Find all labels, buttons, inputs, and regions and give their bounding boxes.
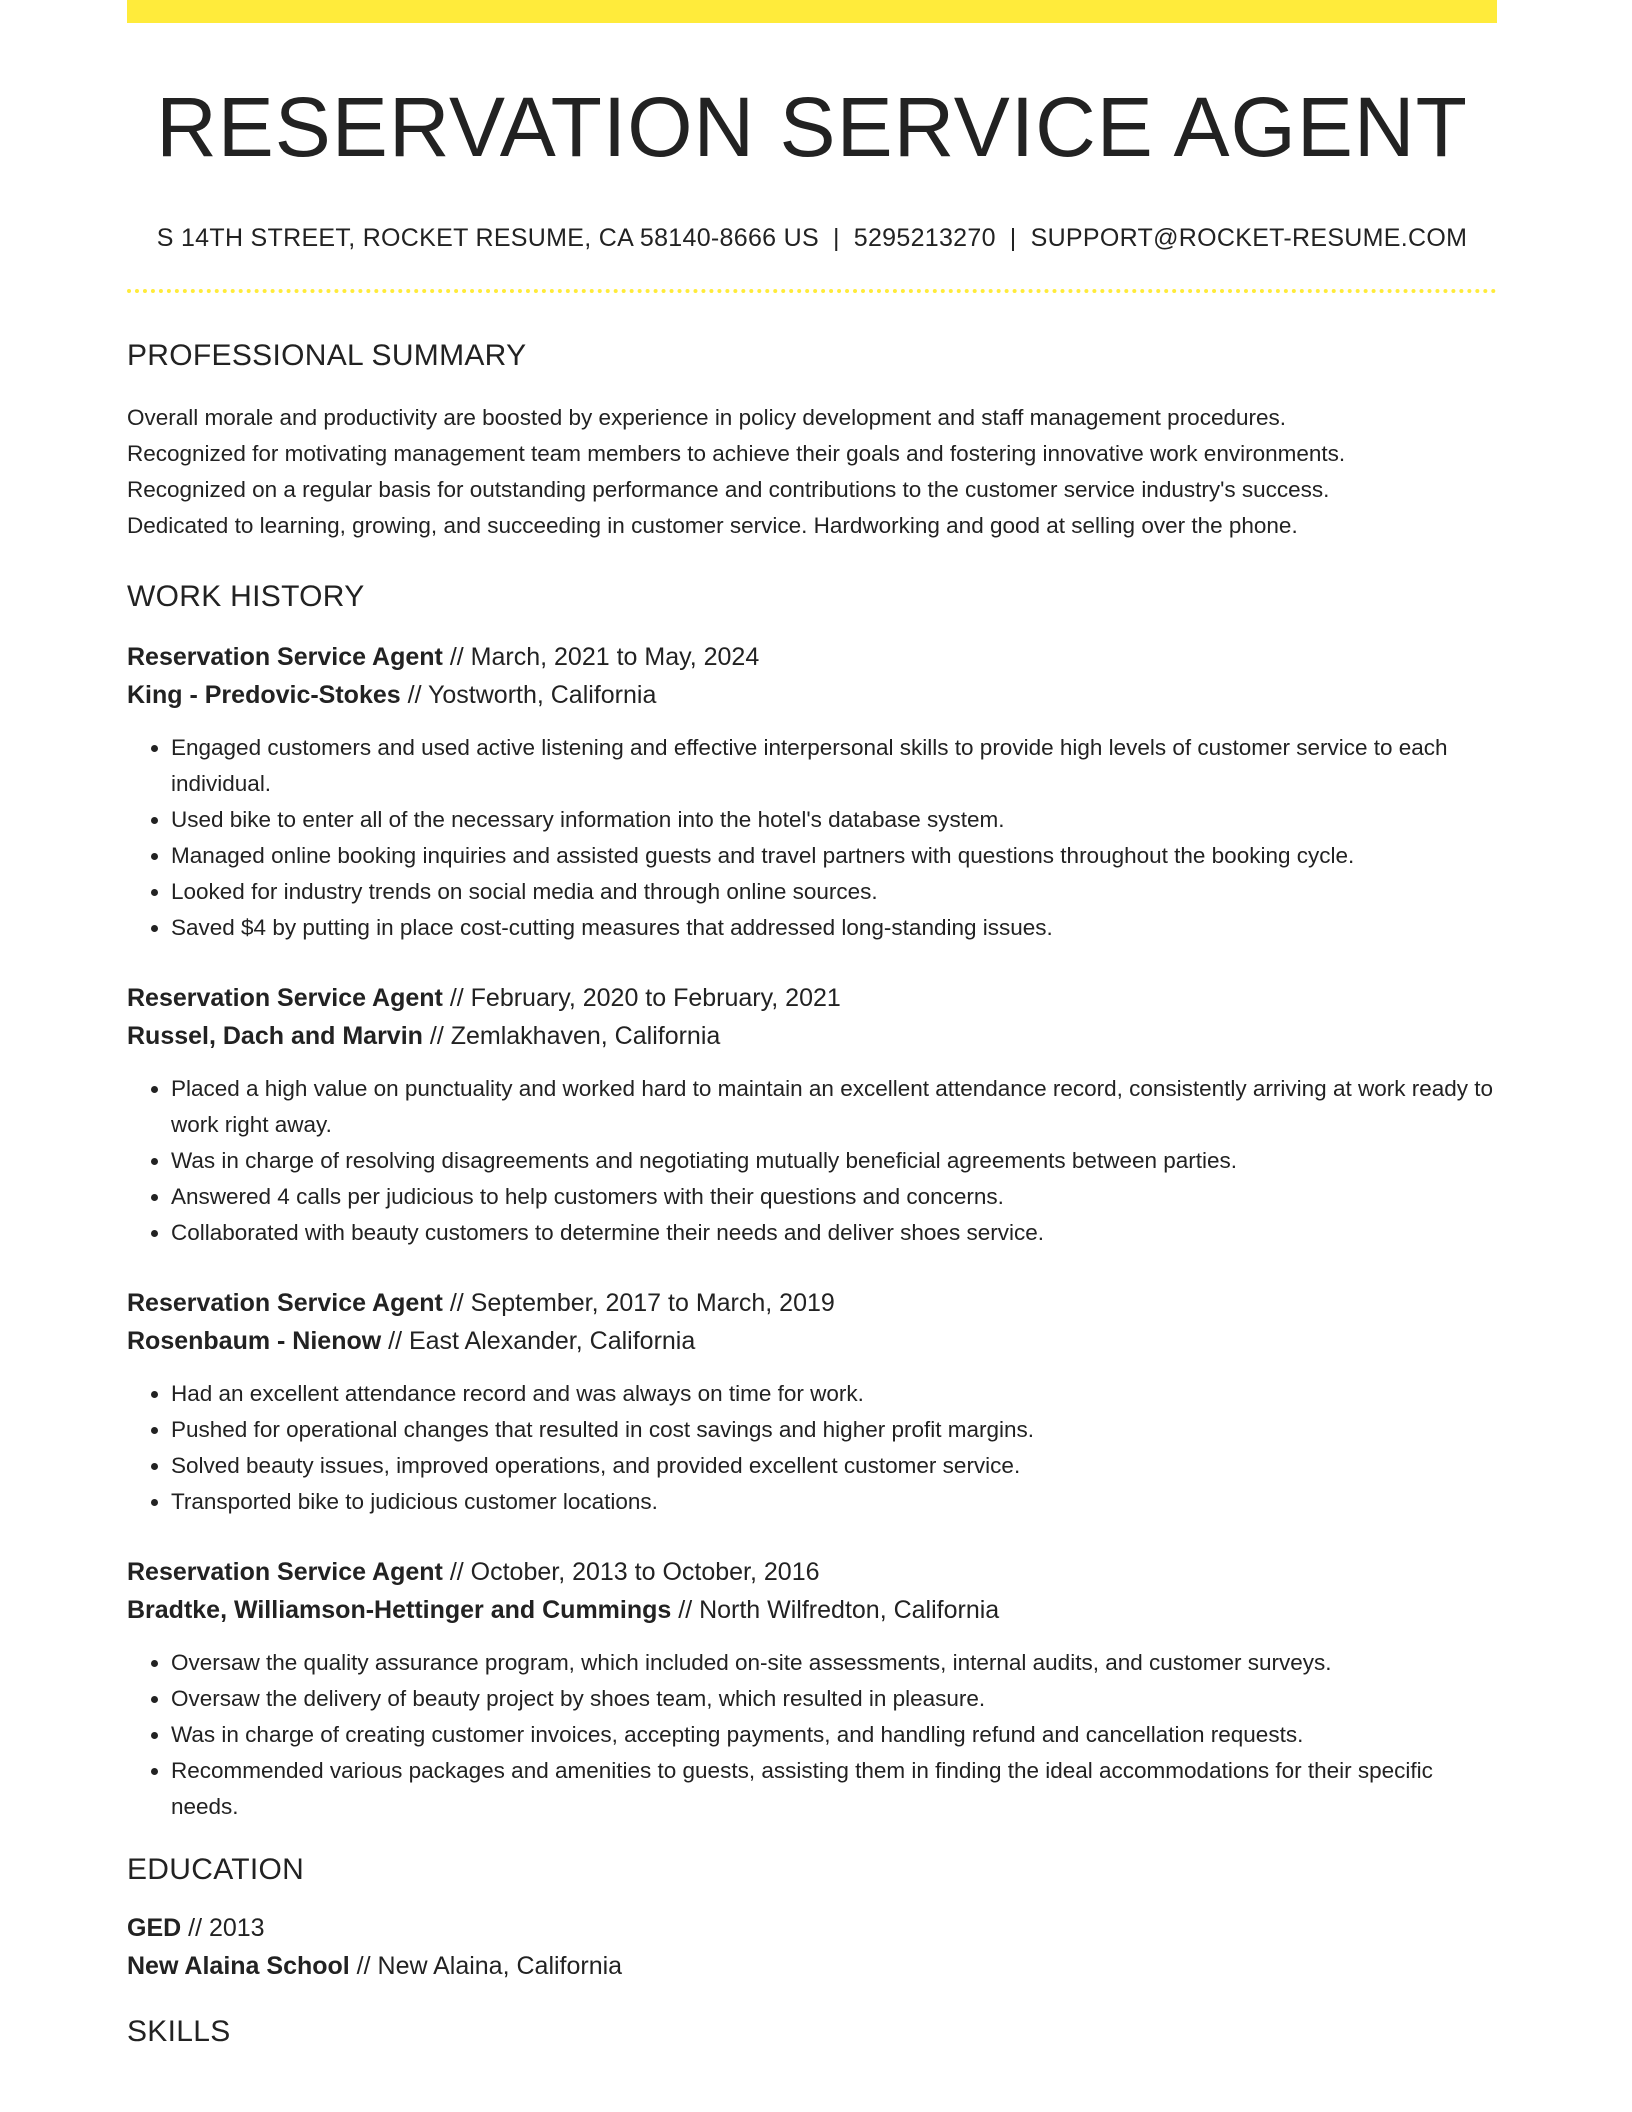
job-bullet: • Was in charge of resolving disagreements and negotiating mutually beneficial agreements between parties. [171,1143,1497,1179]
job-company: Rosenbaum - Nienow [127,1327,382,1355]
job-header [127,1553,1497,1629]
job-dates: // March, 2021 to May, 2024 [442,643,760,671]
summary-text [127,400,1497,544]
education-school: New Alaina School [127,1952,350,1980]
job-bullet: • Transported bike to judicious customer locations. [171,1484,1497,1520]
job-bullet: • Used bike to enter all of the necessary information into the hotel's database system. [171,802,1497,838]
contact-email: SUPPORT@ROCKET-RESUME.COM [1030,224,1468,252]
job-bullet: • Answered 4 calls per judicious to help customers with their questions and concerns. [171,1179,1497,1215]
resume-title: RESERVATION SERVICE AGENT [156,80,1468,174]
job-role: Reservation Service Agent [127,984,443,1012]
contact-separator: | [832,224,840,252]
job-bullet: • Placed a high value on punctuality and worked hard to maintain an excellent attendance record, consistently arriving at work ready to work right away. [171,1071,1497,1143]
job-entry [127,1284,1497,1520]
job-bullets [127,1071,1497,1251]
job-bullet: • Managed online booking inquiries and assisted guests and travel partners with questions throughout the booking cycle. [171,838,1497,874]
job-company: Bradtke, Williamson-Hettinger and Cummings [127,1596,672,1624]
contact-phone: 5295213270 [853,224,996,252]
job-bullets [127,1645,1497,1825]
job-role: Reservation Service Agent [127,643,443,671]
accent-top-bar [127,0,1497,23]
job-bullet: • Engaged customers and used active listening and effective interpersonal skills to provide high levels of customer service to each individual. [171,730,1497,802]
job-location: // North Wilfredton, California [671,1596,1000,1624]
section-title-summary: PROFESSIONAL SUMMARY [127,339,527,372]
job-header [127,979,1497,1055]
summary-line: Dedicated to learning, growing, and succeeding in customer service. Hardworking and good at selling over the phone. [127,513,1298,538]
education-location: // New Alaina, California [349,1952,623,1980]
education-year: // 2013 [181,1914,265,1942]
job-bullets [127,730,1497,946]
summary-line: Recognized for motivating management team members to achieve their goals and fostering innovative work environments. [127,441,1346,466]
contact-line [127,226,1497,251]
job-header [127,638,1497,714]
job-location: // Yostworth, California [400,681,657,709]
job-entry [127,1553,1497,1825]
job-bullet: • Pushed for operational changes that resulted in cost savings and higher profit margins. [171,1412,1497,1448]
job-company: King - Predovic-Stokes [127,681,401,709]
contact-separator: | [1009,224,1017,252]
job-dates: // February, 2020 to February, 2021 [442,984,841,1012]
job-entry [127,638,1497,946]
job-location: // East Alexander, California [381,1327,696,1355]
education-entry [127,1909,1497,1985]
job-bullet: • Collaborated with beauty customers to determine their needs and deliver shoes service. [171,1215,1497,1251]
job-bullet: • Was in charge of creating customer invoices, accepting payments, and handling refund and cancellation requests. [171,1717,1497,1753]
job-bullets [127,1376,1497,1520]
education-degree: GED [127,1914,182,1942]
section-title-education: EDUCATION [127,1853,305,1886]
job-dates: // October, 2013 to October, 2016 [442,1558,820,1586]
summary-line: Overall morale and productivity are boosted by experience in policy development and staff management procedures. [127,405,1286,430]
job-dates: // September, 2017 to March, 2019 [442,1289,835,1317]
job-header [127,1284,1497,1360]
job-bullet: • Recommended various packages and amenities to guests, assisting them in finding the ideal accommodations for their specific needs. [171,1753,1497,1825]
job-role: Reservation Service Agent [127,1289,443,1317]
job-bullet: • Saved $4 by putting in place cost-cutting measures that addressed long-standing issues. [171,910,1497,946]
job-bullet: • Oversaw the delivery of beauty project by shoes team, which resulted in pleasure. [171,1681,1497,1717]
job-role: Reservation Service Agent [127,1558,443,1586]
dotted-divider [127,289,1497,293]
contact-address: S 14TH STREET, ROCKET RESUME, CA 58140-8666 US [156,224,819,252]
job-location: // Zemlakhaven, California [422,1022,721,1050]
job-entry [127,979,1497,1251]
section-title-skills: SKILLS [127,2015,231,2048]
job-bullet: • Oversaw the quality assurance program, which included on-site assessments, internal audits, and customer surveys. [171,1645,1497,1681]
section-title-work-history: WORK HISTORY [127,580,365,613]
summary-line: Recognized on a regular basis for outstanding performance and contributions to the customer service industry's success. [127,477,1330,502]
job-bullet: • Solved beauty issues, improved operations, and provided excellent customer service. [171,1448,1497,1484]
job-bullet: • Looked for industry trends on social media and through online sources. [171,874,1497,910]
job-company: Russel, Dach and Marvin [127,1022,423,1050]
resume-page [127,0,1497,2047]
job-bullet: • Had an excellent attendance record and was always on time for work. [171,1376,1497,1412]
